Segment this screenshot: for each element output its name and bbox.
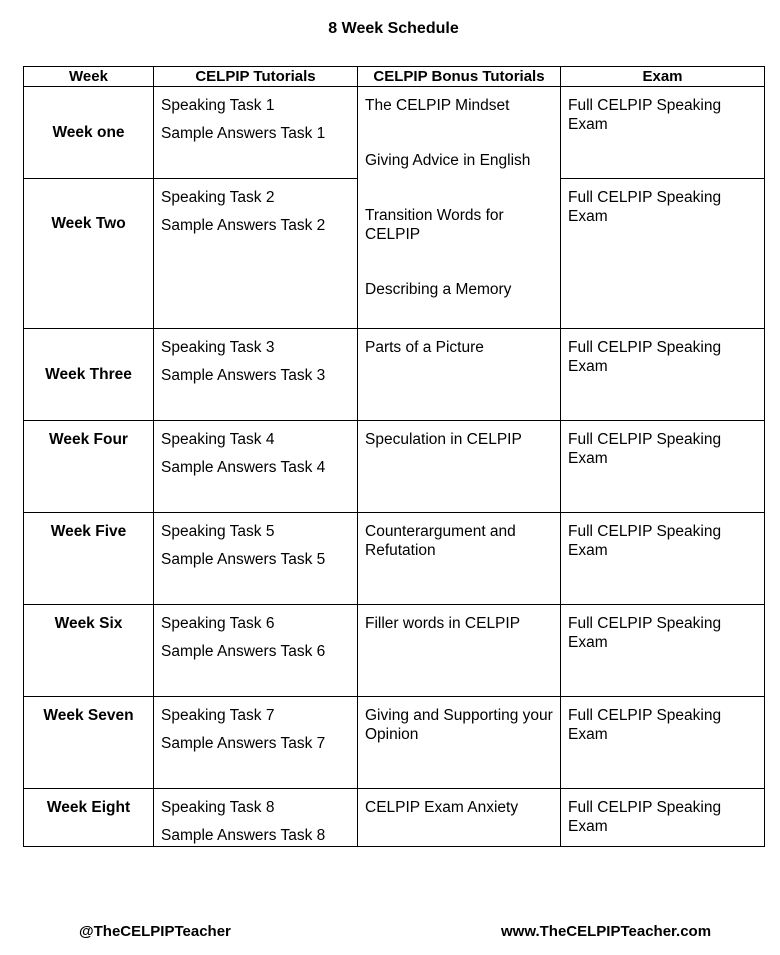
column-header-week: Week [24, 67, 154, 87]
bonus-tutorials-cell: Parts of a Picture [358, 329, 561, 421]
tutorial-item: Speaking Task 3 [161, 339, 275, 356]
footer-website: www.TheCELPIPTeacher.com [501, 923, 712, 940]
table-row [24, 697, 765, 789]
tutorial-item: Sample Answers Task 2 [161, 216, 326, 234]
tutorials-cell [154, 421, 358, 513]
table-row [24, 329, 765, 421]
bonus-item: Giving Advice in English [365, 152, 531, 169]
week-label: Week Three [24, 329, 154, 421]
tutorials-cell [154, 329, 358, 421]
tutorials-cell [154, 697, 358, 789]
footer-social-handle: @TheCELPIPTeacher [79, 923, 231, 940]
week-label: Week Four [24, 421, 154, 513]
table-row [24, 789, 765, 847]
tutorial-item: Speaking Task 1 [161, 97, 275, 114]
tutorial-item: Sample Answers Task 3 [161, 366, 326, 384]
tutorial-item: Sample Answers Task 6 [161, 642, 326, 660]
tutorials-cell [154, 513, 358, 605]
week-label: Week Six [24, 605, 154, 697]
bonus-tutorials-cell-merged [358, 87, 561, 329]
tutorial-item: Sample Answers Task 4 [161, 458, 326, 476]
exam-cell: Full CELPIP Speaking Exam [561, 87, 765, 179]
bonus-tutorials-cell: CELPIP Exam Anxiety [358, 789, 561, 847]
bonus-tutorials-cell: Counterargument and Refutation [358, 513, 561, 605]
tutorials-cell [154, 179, 358, 329]
bonus-item: Transition Words for CELPIP [365, 207, 504, 243]
exam-cell: Full CELPIP Speaking Exam [561, 329, 765, 421]
table-row [24, 87, 765, 179]
tutorial-item: Speaking Task 2 [161, 189, 275, 206]
week-label: Week Five [24, 513, 154, 605]
exam-cell: Full CELPIP Speaking Exam [561, 605, 765, 697]
table-row [24, 421, 765, 513]
exam-cell: Full CELPIP Speaking Exam [561, 179, 765, 329]
tutorial-item: Speaking Task 4 [161, 431, 275, 448]
table-header-row [24, 67, 765, 87]
tutorial-item: Sample Answers Task 7 [161, 734, 326, 752]
week-label: Week Two [24, 179, 154, 329]
bonus-item: Describing a Memory [365, 281, 512, 298]
week-label: Week Seven [24, 697, 154, 789]
exam-cell: Full CELPIP Speaking Exam [561, 697, 765, 789]
tutorial-item: Sample Answers Task 5 [161, 550, 326, 568]
bonus-item: The CELPIP Mindset [365, 97, 510, 114]
tutorial-item: Sample Answers Task 8 [161, 826, 326, 844]
tutorial-item: Speaking Task 7 [161, 707, 275, 724]
table-row [24, 513, 765, 605]
bonus-tutorials-cell: Filler words in CELPIP [358, 605, 561, 697]
exam-cell: Full CELPIP Speaking Exam [561, 789, 765, 847]
week-label: Week one [24, 87, 154, 179]
page-title: 8 Week Schedule [328, 20, 459, 37]
bonus-tutorials-cell: Speculation in CELPIP [358, 421, 561, 513]
week-label: Week Eight [24, 789, 154, 847]
schedule-table [23, 66, 765, 847]
table-row [24, 605, 765, 697]
bonus-tutorials-cell: Giving and Supporting your Opinion [358, 697, 561, 789]
column-header-celpip-tutorials: CELPIP Tutorials [154, 67, 358, 87]
tutorials-cell [154, 87, 358, 179]
tutorial-item: Speaking Task 6 [161, 615, 275, 632]
tutorial-item: Speaking Task 5 [161, 523, 275, 540]
tutorial-item: Speaking Task 8 [161, 799, 275, 816]
column-header-exam: Exam [561, 67, 765, 87]
exam-cell: Full CELPIP Speaking Exam [561, 421, 765, 513]
column-header-bonus-tutorials: CELPIP Bonus Tutorials [358, 67, 561, 87]
exam-cell: Full CELPIP Speaking Exam [561, 513, 765, 605]
tutorials-cell [154, 605, 358, 697]
tutorial-item: Sample Answers Task 1 [161, 124, 326, 142]
tutorials-cell [154, 789, 358, 847]
